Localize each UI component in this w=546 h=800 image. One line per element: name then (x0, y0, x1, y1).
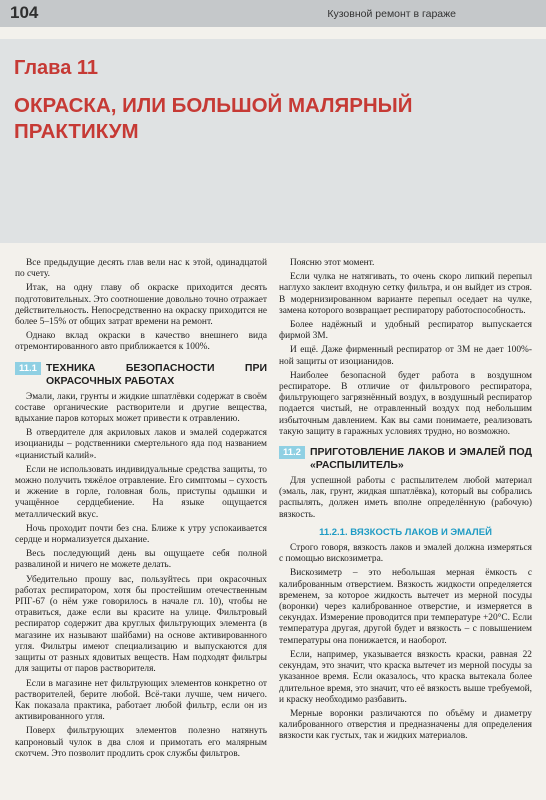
paragraph: Наиболее безопасной будет работа в воздушном респираторе. В отличие от фильтрового респиратора, фильтрующего загрязнённый воздух, в воздушный респиратор подается чистый, не отравленный воздух под небольшим избыточным давлением. Как вы сами понимаете, реализовать такую защиту в гаражных условиях трудно, но возможно. (279, 370, 532, 437)
section-number: 11.2 (279, 446, 305, 459)
paragraph: Убедительно прошу вас, пользуйтесь при окрасочных работах респиратором, хотя бы простейшим отечественным РПГ-67 (о нём уже говорилось в начале гл. 10), чтобы не отравиться, даже если вы красите на улице. Фильтровый респиратор содержит два круглых фильтрующих элемента (в магазине их называют шайбами) на основе активированного угля. Фильтры имеют специализацию и выпускаются для защиты от разных ядовитых веществ. Нам подходят фильтры для защиты от паров растворителя. (15, 574, 267, 675)
subsection-title: 11.2.1. ВЯЗКОСТЬ ЛАКОВ И ЭМАЛЕЙ (319, 526, 492, 538)
section-title: ПРИГОТОВЛЕНИЕ ЛАКОВ И ЭМАЛЕЙ ПОД «РАСПЫЛИТЕЛЬ» (309, 446, 532, 472)
paragraph: Весь последующий день вы ощущаете себя полной развалиной и ничего не можете делать. (15, 549, 267, 571)
paragraph: Если не использовать индивидуальные средства защиты, то можно получить тяжёлое отравление. Его симптомы – сухость и жжение в горле, головная боль, приступы одышки и учащённое сердцебиение. На языке ощущается металлический вкус. (15, 464, 267, 520)
paragraph: В отвердителе для акриловых лаков и эмалей содержатся изоцианиды – родственники смертельного яда под названием «цианистый калий». (15, 428, 267, 461)
running-title: Кузовной ремонт в гараже (327, 8, 456, 20)
page-number: 104 (10, 3, 39, 22)
paragraph: Если в магазине нет фильтрующих элементов конкретно от растворителей, берите любой. Всё-таки лучше, чем ничего. Как показала практика, работает любой фильтр, если он из активированного угля. (15, 678, 267, 723)
paragraph: Эмали, лаки, грунты и жидкие шпатлёвки содержат в своём составе органические растворители и другие вещества, вдыхание паров которых может привести к отравлению. (15, 391, 267, 425)
paragraph: Вискозиметр – это небольшая мерная ёмкость с калиброванным отверстием. Вязкость жидкости определяется временем, за которое жидкость вытечет из мерной посуды (воронки) через калиброванное отверстие, и измеряется в секундах. Измерение проводится при температуре +20°С. Если температура другая, другой будет и вязкость – с повышением температуры она понижается, и наоборот. (279, 568, 532, 646)
paragraph: И ещё. Даже фирменный респиратор от 3М не дает 100%-ной защиты от изоцианидов. (279, 345, 532, 367)
paragraph: Если чулка не натягивать, то очень скоро липкий перепыл наглухо заклеит входную сетку фильтра, и он выйдет из строя. В модернизированном варианте перепыл оседает на чулке, замена которого возвращает респиратору работоспособность. (279, 272, 532, 316)
section-heading (15, 362, 267, 388)
paragraph: Для успешной работы с распылителем любой материал (эмаль, лак, грунт, жидкая шпатлёвка), который вы собрались распылять, должен иметь вполне определённую (рабочую) вязкость. (279, 476, 532, 520)
section-title: ТЕХНИКА БЕЗОПАСНОСТИ ПРИ ОКРАСОЧНЫХ РАБОТАХ (45, 361, 267, 387)
paragraph: Более надёжный и удобный респиратор выпускается фирмой 3М. (279, 320, 532, 342)
paragraph: Поверх фильтрующих элементов полезно натянуть капроновый чулок в два слоя и примотать его малярным скотчем. Это позволит продлить срок службы фильтров. (15, 726, 267, 759)
section-number: 11.1 (15, 362, 41, 375)
paragraph: Мерные воронки различаются по объёму и диаметру калиброванного отверстия и предназначены для определения вязкости как густых, так и жидких материалов. (279, 708, 532, 742)
paragraph: Поясню этот момент. (290, 258, 375, 268)
chapter-label: Глава 11 (14, 57, 99, 79)
page-header (0, 0, 546, 27)
paragraph: Ночь проходит почти без сна. Ближе к утру успокаивается сердце и нормализуется дыхание. (15, 523, 267, 546)
paragraph: Однако вклад окраски в качество внешнего вида отремонтированного авто приближается к 100%. (15, 331, 267, 353)
paragraph: Все предыдущие десять глав вели нас к этой, одинадцатой по счету. (15, 258, 267, 280)
section-heading (279, 446, 532, 472)
chapter-title: ОКРАСКА, ИЛИ БОЛЬШОЙ МАЛЯРНЫЙ ПРАКТИКУМ (14, 94, 413, 143)
right-column (279, 258, 532, 746)
paragraph: Итак, на одну главу об окраске приходится десять подготовительных. Это соотношение довольно точно отражает действительность. Непосредственно на окраску приходится не более 5–15% от общих затрат времени на ремонт. (15, 283, 267, 328)
left-column (15, 258, 267, 763)
paragraph: Строго говоря, вязкость лаков и эмалей должна измеряться с помощью вискозиметра. (279, 543, 532, 565)
paragraph: Если, например, указывается вязкость краски, равная 22 секундам, это значит, что краска вытечет из мерной посуды за указанное время. Если оказалось, что краска вытекала более длительное время, это значит, что её вязкость выше требуемой, и краску необходимо разбавить. (279, 649, 532, 705)
